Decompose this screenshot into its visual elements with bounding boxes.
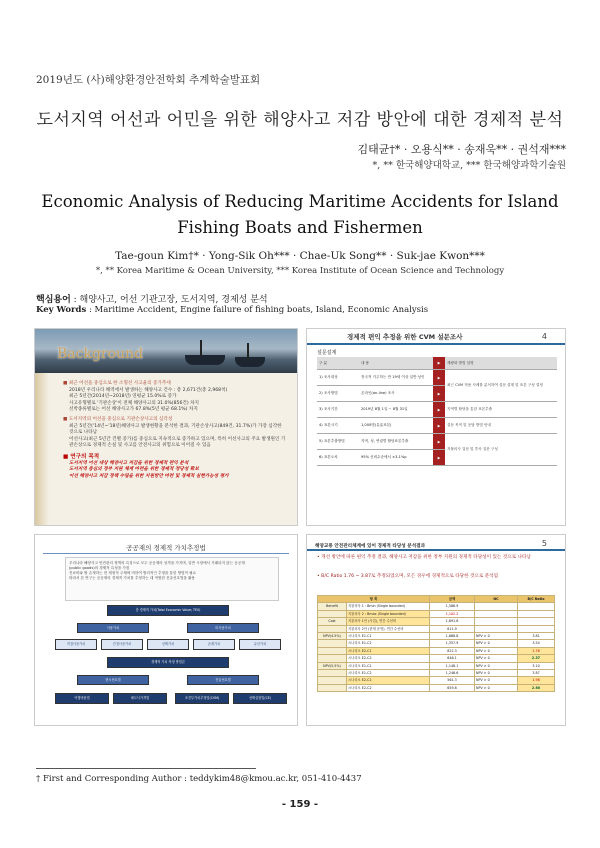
arrow-cell: ▶ (433, 357, 445, 370)
table-cell: NPV > 0 (475, 684, 518, 691)
table-row (317, 370, 557, 386)
row-group-cell (318, 684, 347, 691)
row-group-cell (318, 670, 347, 677)
keywords-english-text: : Maritime Accident, Engine failure of fishing boats, Island, Economic Analysis (86, 305, 429, 315)
footnote: † First and Corresponding Author : teddykim48@kmou.ac.kr, 051-410-4437 (36, 774, 362, 784)
table-row (317, 402, 557, 418)
header-cell: NC (475, 596, 518, 603)
direct-use-box: 직접사용가치 (55, 639, 97, 650)
row-group-cell: Benefit (318, 603, 347, 610)
table-cell (518, 618, 555, 625)
bullet-line: 최근 5년간(2014년~2018년) 연평균 15.0%로 증가 (69, 394, 177, 400)
table-cell: 3.54 (518, 640, 555, 647)
arrow-cell: ▶ (433, 386, 445, 402)
table-row (317, 418, 557, 434)
table-cell: 561.3 (430, 677, 475, 684)
bullet-line: ■ 최근 어선을 중심으로 한 소형선 사고율의 증가추세 (63, 381, 171, 386)
nonuse-value-box: 비사용가치 (187, 623, 259, 633)
row-group-cell (318, 655, 347, 662)
title-english: Economic Analysis of Reducing Maritime Accidents for Island Fishing Boats and Fishermen (41, 192, 559, 237)
header-cell: 금액 (430, 596, 475, 603)
table-cell: 2.60 (518, 684, 555, 691)
intro-box (65, 557, 279, 601)
mast-shape (200, 340, 202, 356)
row-label: 6) 표본오차 (317, 450, 359, 466)
row-value: 1,000명(유효표본) (359, 418, 433, 434)
table-row (318, 655, 555, 662)
table-cell: 지불의사 1 : Bmin (Single bounded) (347, 603, 430, 610)
table-cell: 시나리오 E2-C1 (347, 677, 430, 684)
affiliation-korean: *, ** 한국해양대학교, *** 한국해양과학기술원 (372, 160, 566, 171)
table-cell: NPV > 0 (475, 670, 518, 677)
header-cell: 항 목 (318, 596, 430, 603)
title-rule (307, 549, 565, 551)
result-bullet: • B/C Ratio 1.76 ~ 3.87로 추정되었으며, 모든 경우에 경제적으로 타당한 것으로 분석됨 (317, 574, 499, 579)
arrow-cell: ▶ (433, 370, 445, 386)
table-cell (518, 610, 555, 617)
table-cell: 시나리오 E1-C1 (347, 633, 430, 640)
tev-box: 총 경제적 가치(Total Economic Value; TEV) (107, 605, 229, 616)
table-cell: NPV > 0 (475, 640, 518, 647)
bullet-line: 사고유형별로 '기관손상'이 전체 해양사고의 31.0%(856건) 차지 (69, 400, 199, 406)
table-cell: 1,148.1 (430, 662, 475, 669)
arrow-cell: ▶ (433, 402, 445, 418)
conference-header: 2019년도 (사)해양환경안전학회 추계학술발표회 (36, 74, 261, 86)
slide-title: 해양교통 안전관리체계에 있어 경제적 타당성 분석결과 (315, 544, 426, 549)
table-cell: 시나리오 E2-C1 (347, 647, 430, 654)
slide-bc-results (306, 534, 566, 726)
bullet-line: 선박종류별로는 어선 해양사고가 67.8%(5년 평균 68.1%) 차지 (69, 407, 198, 413)
row-group-cell (318, 610, 347, 617)
cvm-box: 조건부가치추정법(CVM) (175, 693, 229, 704)
keywords-korean-label: 핵심용어 (36, 295, 71, 305)
table-cell (475, 618, 518, 625)
table-row (318, 677, 555, 684)
slide-subtitle: 설문설계 (317, 350, 337, 356)
slide-number: 5 (541, 539, 547, 548)
row-label: 4) 표본크기 (317, 418, 359, 434)
purpose-line: 어선 해양사고 저감 정책 수립을 위한 지원방안 마련 및 경제적 실현가능성 평가 (69, 473, 229, 479)
table-cell: 시나리오 E1-C2 (347, 670, 430, 677)
table-cell (518, 603, 555, 610)
purpose-heading: ■ 연구의 목적 (63, 453, 100, 460)
table-cell: NPV > 0 (475, 662, 518, 669)
table-cell: 3.81 (518, 633, 555, 640)
table-cell: 646.1 (430, 655, 475, 662)
table-cell (475, 603, 518, 610)
keywords-korean-text: : 해양사고, 어선 기관고장, 도서지역, 경제성 분석 (70, 295, 268, 305)
note-cell: 지역별 할당을 통한 표본추출 (445, 402, 557, 418)
table-cell: 3.87 (518, 670, 555, 677)
arrow-cell: ▶ (433, 418, 445, 434)
bc-table (317, 595, 555, 692)
use-value-box: 사용가치 (77, 623, 149, 633)
table-row (318, 603, 555, 610)
page-number: - 159 - (281, 799, 319, 810)
boat-shape (185, 355, 225, 365)
footnote-rule (36, 768, 256, 769)
table-cell: 지불의사 2 : Bmax (Single bounded) (347, 610, 430, 617)
table-cell: 1.98 (518, 677, 555, 684)
slide-valuation-methods (34, 534, 298, 726)
bullet-line: 어선사고(최근 5년간 건별 증가)를 중심으로 지속적으로 증가하고 있으며, 특히 어선사고의 주요 발생원인 기관손상으로 경제적 손실 및 사고를 안전사고의 위험으로 이어질 수 있음 (69, 436, 286, 449)
bullet-line: ■ 도서지역의 어선을 중심으로 기관손상사고의 심각성 (63, 416, 173, 422)
keywords-english-label: Key Words (36, 305, 87, 315)
slide-number: 4 (541, 332, 547, 341)
indirect-use-box: 간접사용가치 (101, 639, 143, 650)
row-group-cell (318, 625, 347, 632)
bullet-line: 2018년 우리나라 해역에서 발생하는 해양사고 건수 : 총 2,671건(총 2,968척) (69, 387, 228, 393)
background-text (63, 381, 287, 480)
table-cell: NPV > 0 (475, 633, 518, 640)
row-group-cell: Cost (318, 618, 347, 625)
keywords-english (36, 305, 428, 315)
table-row (318, 625, 555, 632)
table-row (318, 662, 555, 669)
table-cell: 1,668.8 (430, 633, 475, 640)
table-cell: NPV > 0 (475, 655, 518, 662)
authors-english: Tae-goun Kim†* · Yong-Sik Oh*** · Chae-Uk Song** · Suk-jae Kwon*** (115, 250, 485, 262)
table-cell: 시나리오 E1-C2 (347, 640, 430, 647)
table-cell: 822.3 (430, 647, 475, 654)
choice-experiment-box: 선택실험법(CE) (233, 693, 287, 704)
table-cell: 지불의사 2안 (현재 운영), 연간 수선비 (347, 625, 430, 632)
table-row (318, 610, 555, 617)
table-cell: 시나리오 E2-C2 (347, 684, 430, 691)
row-value: 온라인(on-line) 조사 (359, 386, 433, 402)
table-cell: 시나리오 E1-C1 (347, 662, 430, 669)
note-cell: 설문 목적 및 응답 방법 안내 (445, 418, 557, 434)
table-header (317, 357, 557, 370)
table-cell: 1,691.6 (430, 618, 475, 625)
note-cell: 지불의사 질문 및 후속 질문 구성 (445, 434, 557, 466)
table-cell: 지불의사 1안 (사업), 연간 수선비 (347, 618, 430, 625)
note-cell: 최근 CVM 적용 사례를 분석하여 설문 설계 및 표본 구성 결정 (445, 370, 557, 402)
slide-heading: Background (57, 346, 144, 362)
row-value: 지역, 성, 연령별 할당표본추출 (359, 434, 433, 450)
row-value: 전국적 거주하는 만 19세 이상 일반 성인 (359, 370, 433, 386)
table-row (318, 684, 555, 691)
slide-title: 공공재의 경제적 가치추정법 (126, 544, 206, 552)
intro-line: (public goods)의 경제적 특성을 가짐 (69, 566, 130, 570)
table-cell: NPV > 0 (475, 677, 518, 684)
table-cell: 1.76 (518, 647, 555, 654)
table-cell: 3.10 (518, 662, 555, 669)
table-cell (475, 610, 518, 617)
table-cell: 811.9 (430, 625, 475, 632)
table-cell (475, 625, 518, 632)
table-cell: 1,586.9 (430, 603, 475, 610)
revealed-preference-box: 현시선호법 (77, 675, 149, 685)
table-cell: 1,246.6 (430, 670, 475, 677)
table-cell: 2.37 (518, 655, 555, 662)
authors-korean: 김태균†* · 오용식** · 송재욱** · 권석재*** (357, 143, 566, 156)
affiliation-english: *, ** Korea Maritime & Ocean University, *** Korea Institute of Ocean Science and Technology (95, 266, 505, 276)
existence-value-box: 존재가치 (193, 639, 235, 650)
table-cell: 1,102.2 (430, 610, 475, 617)
table-row (318, 640, 555, 647)
table-cell: 시나리오 E2-C2 (347, 655, 430, 662)
row-value: 2019년 8월 1일 ~ 8월 31일 (359, 402, 433, 418)
table-row (318, 670, 555, 677)
row-label: 2) 조사방법 (317, 386, 359, 402)
option-value-box: 선택가치 (147, 639, 189, 650)
row-label: 1) 조사대상 (317, 370, 359, 386)
title-korean: 도서지역 어선과 어민을 위한 해양사고 저감 방안에 대한 경제적 분석 (36, 110, 564, 130)
row-group-cell (318, 677, 347, 684)
intro-line: 따라서 본 연구는 공공재의 경제적 가치를 추정하는 데 적합한 진술선호법을 활용 (69, 576, 195, 580)
table-body (318, 603, 555, 692)
methods-box: 경제적 가치 측정 방법론 (107, 657, 229, 668)
row-group-cell: NPV(5.5%) (318, 662, 347, 669)
title-rule (307, 343, 565, 345)
arrow-cell: ▶ (433, 434, 445, 450)
header-cell: 구 분 (317, 357, 359, 370)
table-row (318, 618, 555, 625)
table-cell (518, 625, 555, 632)
hedonic-box: 헤도닉가격법 (113, 693, 167, 704)
bullet-line: 최근 5년간('14년~'18년)해양사고 발생현황을 분석한 결과, 기관손상사고(849건, 31.7%)가 가장 심각한 것으로 나타남 (69, 423, 282, 436)
table-header (318, 596, 555, 603)
table-row (317, 434, 557, 450)
intro-line: 우리나라 해양사고 안전관리 정책의 특징으로 모두 공공재의 성격을 가지며, 일반 시장에서 거래되지 않는 공공재 (69, 561, 245, 565)
table-cell: NPV > 0 (475, 647, 518, 654)
table-cell: 659.8 (430, 684, 475, 691)
header-cell: B/C Ratio (518, 596, 555, 603)
note-cell: 계량화 방법 설명 (445, 357, 557, 370)
decorative-sidebar (35, 373, 49, 525)
row-group-cell (318, 647, 347, 654)
row-group-cell: NPV(4.5%) (318, 633, 347, 640)
bequest-value-box: 유산가치 (239, 639, 281, 650)
header-cell: 내 용 (359, 357, 433, 370)
intro-line: 진료비와 할 존재하는 현 재정적 주체에 비하여 합리적인 추정을 통한 방법이 필요 (69, 571, 197, 575)
slide-cvm-survey (306, 328, 566, 526)
boat-shape (235, 357, 265, 367)
travel-cost-box: 여행비용법 (55, 693, 109, 704)
slide-background (34, 328, 298, 526)
survey-table (317, 357, 557, 466)
stated-preference-box: 진술선호법 (187, 675, 259, 685)
row-label: 5) 표본추출방법 (317, 434, 359, 450)
row-value: 95% 신뢰수준에서 ±3.1%p (359, 450, 433, 466)
table-row (318, 633, 555, 640)
purpose-line: 도서지역 중심의 정부 지원 체계 마련을 위한 경제적 정당성 확보 (69, 467, 199, 473)
title-rule (43, 553, 289, 554)
keywords-korean (36, 292, 268, 305)
row-label: 3) 조사기간 (317, 402, 359, 418)
arrow-cell: ▶ (433, 450, 445, 466)
purpose-line: 도서지역 어선 대상 해양사고 저감을 위한 경제적 편익 분석 (69, 460, 189, 466)
slide-title: 경제적 편익 추정을 위한 CVM 설문조사 (347, 333, 463, 341)
mast-shape (247, 343, 249, 359)
result-bullet: • 개선 방안에 따른 편익 추정 결과, 해양사고 저감을 위한 정부 지원의 경제적 타당성이 있는 것으로 나타남 (317, 555, 531, 560)
row-group-cell (318, 640, 347, 647)
table-cell: 1,357.9 (430, 640, 475, 647)
table-row (318, 647, 555, 654)
